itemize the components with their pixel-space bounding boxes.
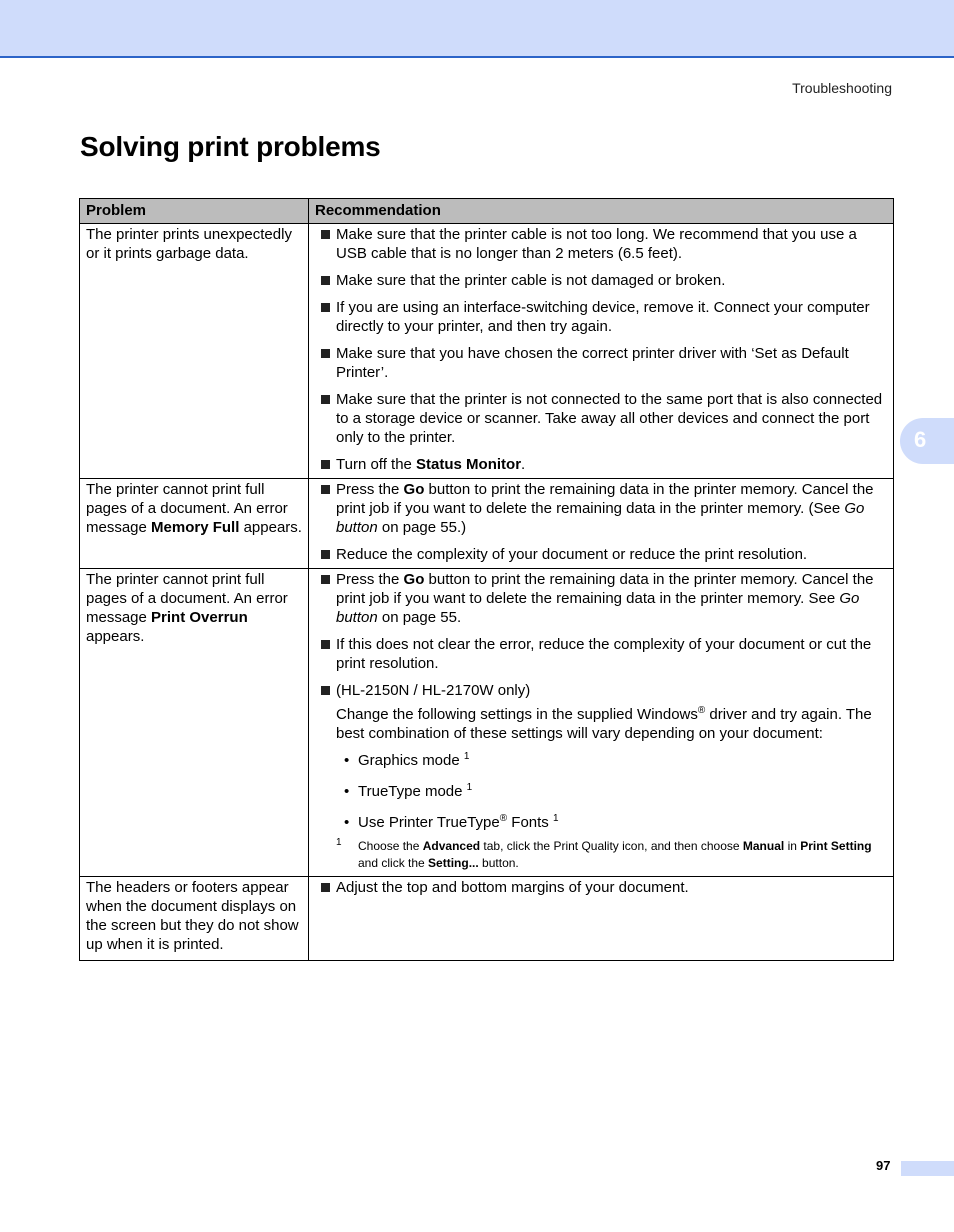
- list-item: Make sure that the printer is not connected to the same port that is also connected to a storage device or scanner. Take away all other devices and connect the port only to the printer.: [315, 390, 887, 447]
- square-bullet-icon: [321, 395, 330, 404]
- footnote-reference[interactable]: 1: [552, 813, 559, 824]
- recommendation-cell: [309, 224, 894, 479]
- cross-reference-link[interactable]: Go button: [336, 590, 860, 626]
- chapter-tab: [900, 418, 954, 464]
- list-item: (HL-2150N / HL-2170W only) Change the following settings in the supplied Windows® driver and try again. The best combination of these settings will vary depending on your document: • Graphics mode $^1$ • TrueType mode $^1$ • Use Printer TrueType® Fonts $^1$ 1 Choose the Advanced tab, click the Print Quality icon, and then choose Manual in Print Setting and click the Setting... button.: [315, 681, 887, 872]
- page-number-bar: [901, 1161, 954, 1176]
- square-bullet-icon: [321, 303, 330, 312]
- column-header-problem: Problem: [80, 199, 309, 224]
- troubleshooting-table: [79, 198, 894, 961]
- chapter-number: 6: [914, 427, 927, 452]
- list-item: Turn off the Status Monitor.: [315, 455, 887, 474]
- bullet-dot-icon: •: [344, 783, 350, 800]
- table-row: [80, 224, 894, 479]
- table-row: [80, 877, 894, 961]
- bullet-dot-icon: •: [344, 752, 350, 769]
- square-bullet-icon: [321, 686, 330, 695]
- square-bullet-icon: [321, 460, 330, 469]
- recommendation-list: [315, 480, 887, 564]
- recommendation-list: [315, 878, 887, 897]
- cross-reference-link[interactable]: Go button: [336, 500, 865, 536]
- list-item: Press the Go button to print the remaining data in the printer memory. Cancel the print job if you want to delete the remaining data in the printer memory. (See Go button on page 55.): [315, 480, 887, 537]
- square-bullet-icon: [321, 883, 330, 892]
- square-bullet-icon: [321, 230, 330, 239]
- table-row: [80, 479, 894, 569]
- recommendation-list: [315, 570, 887, 872]
- recommendation-cell: [309, 877, 894, 961]
- list-item: Make sure that you have chosen the correct printer driver with ‘Set as Default Printer’.: [315, 344, 887, 382]
- list-item: • TrueType mode $^1$: [344, 782, 473, 800]
- problem-cell: The printer cannot print full pages of a document. An error message Print Overrun appears.: [80, 569, 309, 877]
- square-bullet-icon: [321, 485, 330, 494]
- bullet-dot-icon: •: [344, 814, 350, 831]
- list-item: Press the Go button to print the remaining data in the printer memory. Cancel the print job if you want to delete the remaining data in the printer memory. See Go button on page 55.: [315, 570, 887, 627]
- page-number: 97: [876, 1158, 891, 1173]
- header-band: [0, 0, 954, 58]
- table-header-row: [80, 199, 894, 224]
- square-bullet-icon: [321, 349, 330, 358]
- list-item: If you are using an interface-switching device, remove it. Connect your computer directly to your printer, and then try again.: [315, 298, 887, 336]
- footnote-reference[interactable]: 1: [463, 751, 470, 762]
- recommendation-list: [315, 225, 887, 474]
- list-item: Adjust the top and bottom margins of your document.: [315, 878, 887, 897]
- footnote: 1 Choose the Advanced tab, click the Print Quality icon, and then choose Manual in Print Setting and click the Setting... button.: [336, 838, 887, 872]
- section-label: Troubleshooting: [792, 80, 892, 96]
- list-item: • Graphics mode $^1$: [344, 751, 470, 769]
- square-bullet-icon: [321, 640, 330, 649]
- settings-instruction: Change the following settings in the supplied Windows® driver and try again. The best combination of these settings will vary depending on your document:: [336, 705, 872, 742]
- problem-cell: The printer cannot print full pages of a document. An error message Memory Full appears.: [80, 479, 309, 569]
- list-item: Make sure that the printer cable is not damaged or broken.: [315, 271, 887, 290]
- footnote-reference[interactable]: 1: [466, 782, 473, 793]
- square-bullet-icon: [321, 550, 330, 559]
- page-title: Solving print problems: [80, 131, 381, 162]
- list-item: • Use Printer TrueType® Fonts $^1$: [344, 813, 559, 831]
- list-item: If this does not clear the error, reduce the complexity of your document or cut the print resolution.: [315, 635, 887, 673]
- square-bullet-icon: [321, 575, 330, 584]
- settings-list: [336, 751, 887, 832]
- square-bullet-icon: [321, 276, 330, 285]
- problem-cell: The headers or footers appear when the document displays on the screen but they do not show up when it is printed.: [80, 877, 309, 961]
- recommendation-cell: [309, 479, 894, 569]
- problem-cell: The printer prints unexpectedly or it prints garbage data.: [80, 224, 309, 479]
- column-header-recommendation: Recommendation: [309, 199, 894, 224]
- list-item: Make sure that the printer cable is not too long. We recommend that you use a USB cable that is no longer than 2 meters (6.5 feet).: [315, 225, 887, 263]
- table-row: [80, 569, 894, 877]
- footnote-mark: 1: [336, 837, 342, 848]
- recommendation-cell: [309, 569, 894, 877]
- list-item: Reduce the complexity of your document or reduce the print resolution.: [315, 545, 887, 564]
